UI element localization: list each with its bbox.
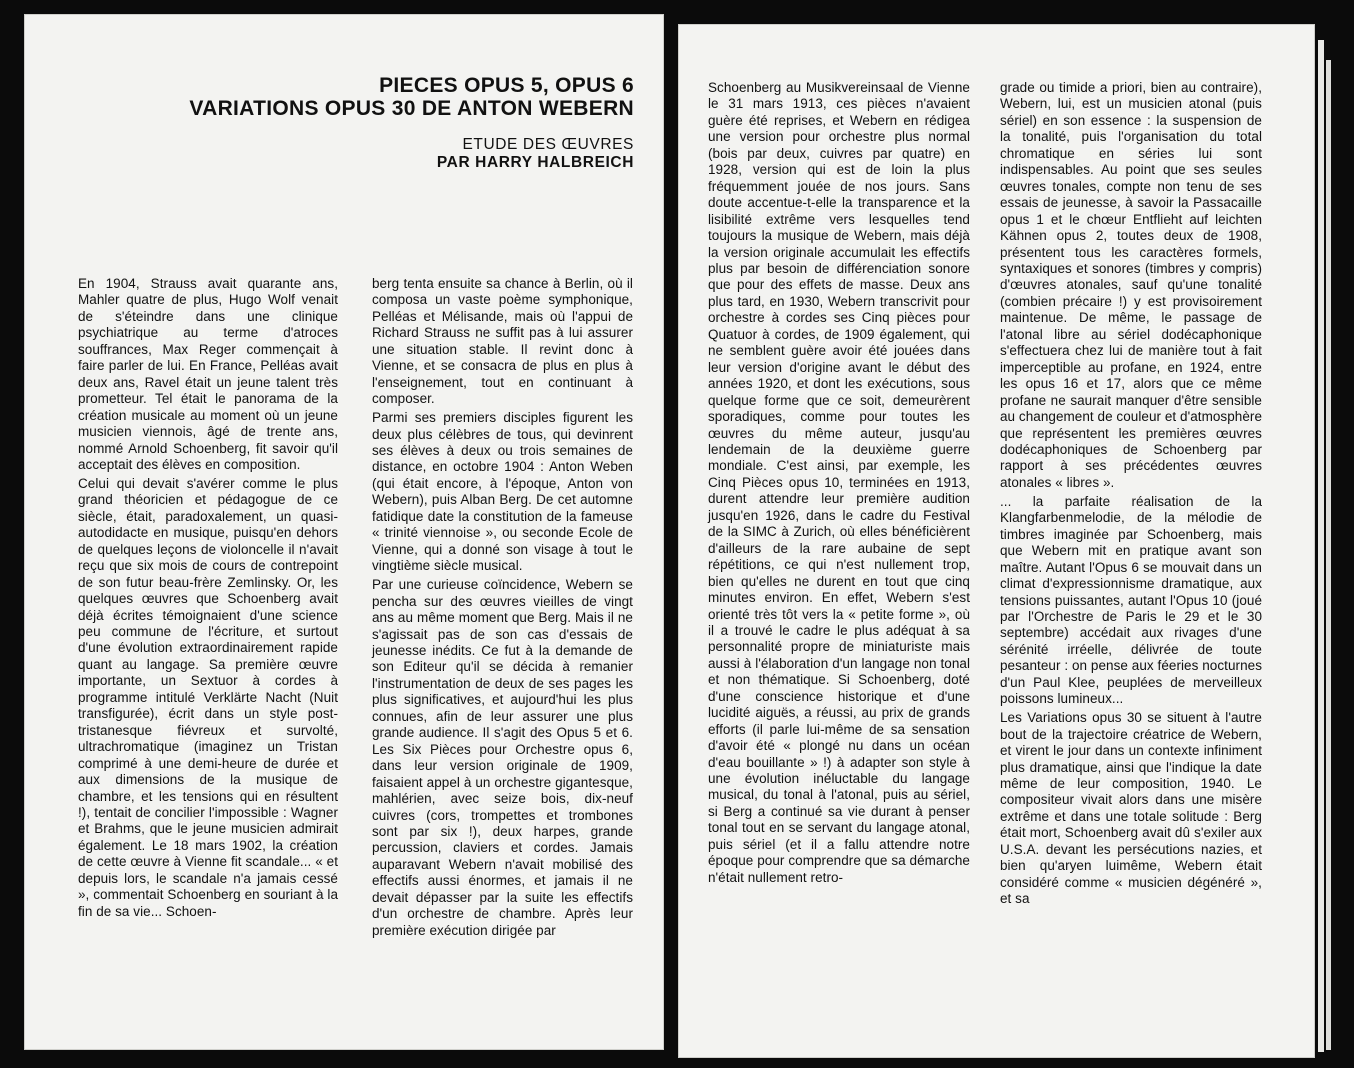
page-edge — [1318, 40, 1324, 1052]
subtitle-line-2: PAR HARRY HALBREICH — [436, 154, 634, 171]
paragraph: Les Variations opus 30 se situent à l'autre bout de la trajectoire créatrice de Webern, et virent le jour dans un contexte infiniment plus dramatique, ainsi que l'indique la date même de leur composition, 1940. Le compositeur vivait alors dans une misère extrême et dans une totale solitude : Berg était mort, Schoenberg avait dû s'exiler aux U.S.A. devant les persécutions nazies, et bien qu'aryen luimême, Webern était considéré comme « musicien dégénéré », et sa — [1000, 710, 1262, 907]
subtitle-line-1: ETUDE DES ŒUVRES — [462, 136, 634, 153]
paragraph: Parmi ses premiers disciples figurent les deux plus célèbres de tous, qui devinrent ses élèves à deux ou trois semaines de distance, en octobre 1904 : Anton Weben (qui était encore, à l'époque, Anton von Webern), puis Alban Berg. De cet automne fatidique date la constitution de la fameuse « trinité viennoise », ou seconde Ecole de Vienne, qui a donné son visage à tout le vingtième siècle musical. — [372, 410, 633, 574]
text-column-2 — [372, 276, 633, 942]
text-column-1 — [78, 276, 338, 923]
paragraph: Par une curieuse coïncidence, Webern se pencha sur des œuvres vieilles de vingt ans au même moment que Berg. Mais il ne s'agissait pas de son cas d'essais de jeunesse inédits. Ce fut à la demande de son Editeur qu'il se décida à remanier l'instrumentation de deux de ses pages les plus significatives, et aujourd'hui les plus connues, afin de leur assurer une plus grande audience. Il s'agit des Opus 5 et 6. Les Six Pièces pour Orchestre opus 6, dans leur version originale de 1909, faisaient appel à un orchestre gigantesque, mahlérien, avec seize bois, dix-neuf cuivres (cors, trompettes et trombones sont par six !), deux harpes, grande percussion, claviers et cordes. Jamais auparavant Webern n'avait mobilisé des effectifs aussi énormes, et jamais il ne devait dépasser par la suite les effectifs d'un orchestre de chambre. Après leur première exécution dirigée par — [372, 577, 633, 938]
title-block — [189, 74, 634, 172]
title-line-1: PIECES OPUS 5, OPUS 6 — [379, 74, 634, 97]
page-edge — [1326, 60, 1331, 1050]
paragraph: berg tenta ensuite sa chance à Berlin, où il composa un vaste poème symphonique, Pelléas et Mélisande, mais où l'appui de Richard Strauss ne suffit pas à lui assurer une situation stable. Il revint donc à Vienne, et se consacra de plus en plus à l'enseignement, tout en continuant à composer. — [372, 276, 633, 407]
paragraph: ... la parfaite réalisation de la Klangfarbenmelodie, de la mélodie de timbres imaginée par Schoenberg, mais que Webern mit en pratique avant son maître. Autant l'Opus 6 se mouvait dans un climat d'expressionnisme dramatique, aux tensions puissantes, autant l'Opus 10 (joué par l'Orchestre de Paris le 29 et le 30 septembre) accédait aux rivages d'une sérénité irréelle, délivrée de toute pesanteur : on pense aux féeries nocturnes d'un Paul Klee, peuplées de merveilleux poissons lumineux... — [1000, 493, 1262, 707]
right-page — [678, 24, 1315, 1058]
paragraph: grade ou timide a priori, bien au contraire), Webern, lui, est un musicien atonal (puis sériel) en son essence : la suspension de la tonalité, puis l'organisation du total chromatique en séries lui sont indispensables. Au point que ses seules œuvres tonales, compte non tenu de ses essais de jeunesse, à savoir la Passacaille opus 1 et le chœur Entflieht auf leichten Kähnen opus 2, toutes deux de 1908, présentent tous les caractères formels, syntaxiques et sonores (timbres y compris) d'œuvres atonales, sauf qu'une tonalité (combien précaire !) y est provisoirement maintenue. De même, le passage de l'atonal libre au sériel dodécaphonique s'effectuera chez lui de manière tout à fait imperceptible au profane, en 1924, entre les opus 16 et 17, alors que ce même profane ne saurait manquer d'être sensible au changement de couleur et d'atmosphère que représentent les premières œuvres dodécaphoniques de Schoenberg par rapport à ses précédentes œuvres atonales « libres ». — [1000, 80, 1262, 490]
left-page — [24, 14, 664, 1050]
subtitle — [189, 136, 634, 172]
paragraph: Celui qui devait s'avérer comme le plus grand théoricien et pédagogue de ce siècle, était, paradoxalement, un quasi-autodidacte en musique, puisqu'en dehors de quelques leçons de violoncelle il n'avait reçu que six mois de cours de contrepoint de son futur beau-frère Zemlinsky. Or, les quelques œuvres que Schoenberg avait déjà écrites témoignaient d'une science peu commune de l'écriture, et surtout d'une évolution extraordinairement rapide quant au langage. Sa première œuvre importante, un Sextuor à cordes à programme intitulé Verklärte Nacht (Nuit transfigurée), écrit dans un style post-tristanesque fiévreux et survolté, ultrachromatique (imaginez un Tristan comprimé à une demi-heure de durée et aux dimensions de la musique de chambre, et les tensions qui en résultent !), tentait de concilier l'impossible : Wagner et Brahms, que le jeune musicien admirait également. Le 18 mars 1902, la création de cette œuvre à Vienne fit scandale... « et depuis lors, le scandale n'a jamais cessé », commentait Schoenberg en souriant à la fin de sa vie... Schoen- — [78, 475, 338, 919]
paragraph: En 1904, Strauss avait quarante ans, Mahler quatre de plus, Hugo Wolf venait de s'éteindre dans une clinique psychiatrique au terme d'atroces souffrances, Max Reger commençait à faire parler de lui. En France, Pelléas avait deux ans, Ravel était un jeune talent très prometteur. Tel était le panorama de la création musicale au moment où un jeune musicien viennois, âgé de trente ans, nommé Arnold Schoenberg, fit savoir qu'il acceptait des élèves en composition. — [78, 276, 338, 472]
title-line-2: VARIATIONS OPUS 30 DE ANTON WEBERN — [189, 97, 634, 120]
text-column-3 — [708, 80, 970, 889]
text-column-4 — [1000, 80, 1262, 910]
paragraph: Schoenberg au Musikvereinsaal de Vienne le 31 mars 1913, ces pièces n'avaient guère été reprises, et Webern en rédigea une version pour orchestre plus normal (bois par deux, cuivres par quatre) en 1928, version qui est de loin la plus fréquemment jouée de nos jours. Sans doute accentue-t-elle la transparence et la lisibilité extrême vers lesquelles tend toujours la musique de Webern, mais déjà la version originale accumulait les effectifs plus par besoin de différenciation sonore que pour des effets de masse. Deux ans plus tard, en 1930, Webern transcrivit pour orchestre à cordes ses Cinq pièces pour Quatuor à cordes, de 1909 également, qui ne semblent guère avoir été jouées dans leur version d'origine avant le début des années 1920, et dont les exécutions, sous quelque forme que ce soit, demeurèrent sporadiques, comme pour toutes les œuvres du même auteur, jusqu'au lendemain de la deuxième guerre mondiale. C'est ainsi, par exemple, les Cinq Pièces opus 10, terminées en 1913, durent attendre leur première audition jusqu'en 1926, dans le cadre du Festival de la SIMC à Zurich, où elles bénéficièrent d'ailleurs de la rare aubaine de sept répétitions, ce qui n'est nullement trop, bien qu'elles ne durent en tout que cinq minutes environ. En effet, Webern s'est orienté très tôt vers la « petite forme », où il a trouvé le cadre le plus adéquat à sa personnalité propre de miniaturiste mais aussi à l'élaboration d'un langage non tonal et non thématique. Si Schoenberg, doté d'une conscience historique et d'une lucidité aiguës, a réussi, au prix de grands efforts (il parle lui-même de sa sensation d'avoir été « plongé nu dans un océan d'eau bouillante » !) à adapter son style à une évolution inéluctable du langage musical, du tonal à l'atonal, puis au sériel, si Berg a continué sa vie durant à penser tonal tout en se servant du langage atonal, puis sériel (et il a fallu attendre notre époque pour comprendre que sa démarche n'était nullement retro- — [708, 80, 970, 885]
